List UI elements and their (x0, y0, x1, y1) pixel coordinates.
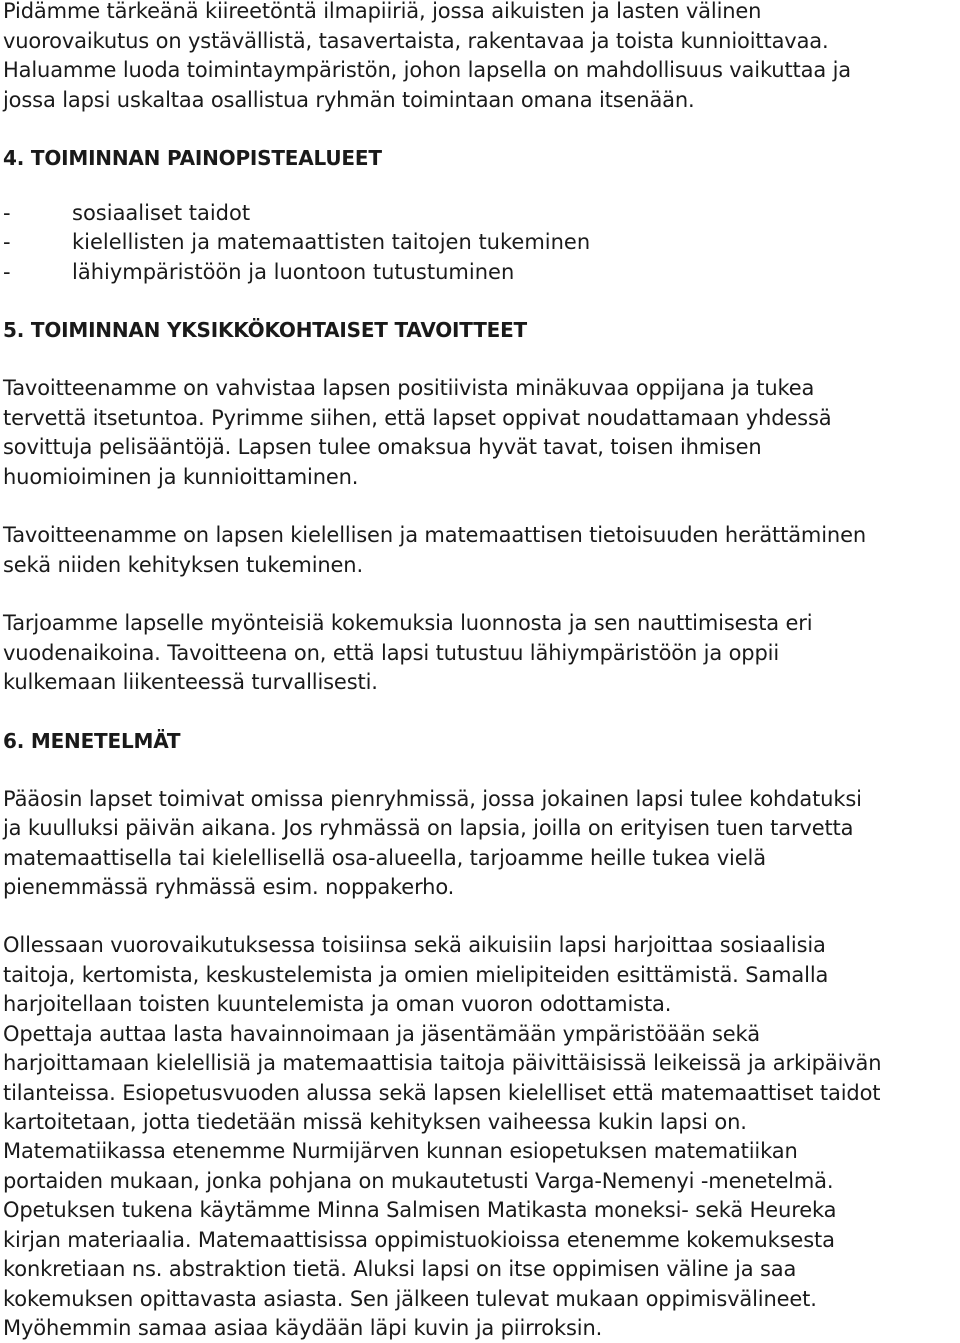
bullet-dash: - (3, 260, 11, 284)
intro-line: jossa lapsi uskaltaa osallistua ryhmän toimintaan omana itsenään. (3, 88, 695, 112)
paragraph-line: tervettä itsetuntoa. Pyrimme siihen, että lapset oppivat noudattamaan yhdessä (3, 406, 832, 430)
paragraph-line: portaiden mukaan, jonka pohjana on mukautetusti Varga-Nemenyi -menetelmä. (3, 1169, 834, 1193)
paragraph-line: Myöhemmin samaa asiaa käydään läpi kuvin ja piirroksin. (3, 1316, 603, 1340)
paragraph-line: sovittuja pelisääntöjä. Lapsen tulee omaksua hyvät tavat, toisen ihmisen (3, 435, 762, 459)
bullet-item (3, 258, 514, 287)
paragraph-line: harjoittamaan kielellisiä ja matemaattisia taitoja päivittäisissä leikeissä ja arkipäivän (3, 1051, 882, 1075)
paragraph-line: konkretiaan ns. abstraktion tietä. Aluksi lapsi on itse oppimisen väline ja saa (3, 1257, 797, 1281)
bullet-text: sosiaaliset taidot (72, 201, 251, 225)
paragraph-line: Ollessaan vuorovaikutuksessa toisiinsa sekä aikuisiin lapsi harjoittaa sosiaalisia (3, 933, 826, 957)
paragraph-line: vuodenaikoina. Tavoitteena on, että lapsi tutustuu lähiympäristöön ja oppii (3, 641, 780, 665)
paragraph-line: harjoitellaan toisten kuuntelemista ja oman vuoron odottamista. (3, 992, 672, 1016)
section-5-heading: 5. TOIMINNAN YKSIKKÖKOHTAISET TAVOITTEET (3, 318, 528, 342)
paragraph-line: taitoja, kertomista, keskustelemista ja omien mielipiteiden esittämistä. Samalla (3, 963, 829, 987)
section-6-heading: 6. MENETELMÄT (3, 729, 181, 753)
paragraph-line: sekä niiden kehityksen tukeminen. (3, 553, 363, 577)
paragraph-line: tilanteissa. Esiopetusvuoden alussa sekä lapsen kielelliset että matemaattiset taidot (3, 1081, 881, 1105)
paragraph-line: matemaattisella tai kielellisellä osa-alueella, tarjoamme heille tukea vielä (3, 846, 766, 870)
section-4-heading: 4. TOIMINNAN PAINOPISTEALUEET (3, 146, 382, 170)
bullet-item (3, 199, 250, 228)
intro-line: vuorovaikutus on ystävällistä, tasavertaista, rakentavaa ja toista kunnioittavaa. (3, 29, 829, 53)
paragraph-line: huomioiminen ja kunnioittaminen. (3, 465, 359, 489)
paragraph-line: kirjan materiaalia. Matemaattisissa oppimistuokioissa etenemme kokemuksesta (3, 1228, 835, 1252)
intro-line: Pidämme tärkeänä kiireetöntä ilmapiiriä, jossa aikuisten ja lasten välinen (3, 0, 762, 23)
bullet-item (3, 228, 590, 257)
paragraph-line: Opettaja auttaa lasta havainnoimaan ja jäsentämään ympäristöään sekä (3, 1022, 760, 1046)
paragraph-line: kokemuksen opittavasta asiasta. Sen jälkeen tulevat mukaan oppimisvälineet. (3, 1287, 817, 1311)
paragraph-line: Opetuksen tukena käytämme Minna Salmisen Matikasta moneksi- sekä Heureka (3, 1198, 837, 1222)
paragraph-line: pienemmässä ryhmässä esim. noppakerho. (3, 875, 455, 899)
bullet-text: lähiympäristöön ja luontoon tutustuminen (72, 260, 515, 284)
paragraph-line: Matematiikassa etenemme Nurmijärven kunnan esiopetuksen matematiikan (3, 1139, 798, 1163)
paragraph-line: Tavoitteenamme on vahvistaa lapsen positiivista minäkuvaa oppijana ja tukea (3, 376, 815, 400)
paragraph-line: ja kuulluksi päivän aikana. Jos ryhmässä on lapsia, joilla on erityisen tuen tarvetta (3, 816, 854, 840)
bullet-dash: - (3, 201, 11, 225)
bullet-dash: - (3, 230, 11, 254)
paragraph-line: kartoitetaan, jotta tiedetään missä kehityksen vaiheessa kukin lapsi on. (3, 1110, 747, 1134)
bullet-text: kielellisten ja matemaattisten taitojen tukeminen (72, 230, 591, 254)
paragraph-line: kulkemaan liikenteessä turvallisesti. (3, 670, 378, 694)
intro-line: Haluamme luoda toimintaympäristön, johon lapsella on mahdollisuus vaikuttaa ja (3, 58, 851, 82)
paragraph-line: Tarjoamme lapselle myönteisiä kokemuksia luonnosta ja sen nauttimisesta eri (3, 611, 813, 635)
paragraph-line: Pääosin lapset toimivat omissa pienryhmissä, jossa jokainen lapsi tulee kohdatuksi (3, 787, 862, 811)
paragraph-line: Tavoitteenamme on lapsen kielellisen ja matemaattisen tietoisuuden herättäminen (3, 523, 867, 547)
